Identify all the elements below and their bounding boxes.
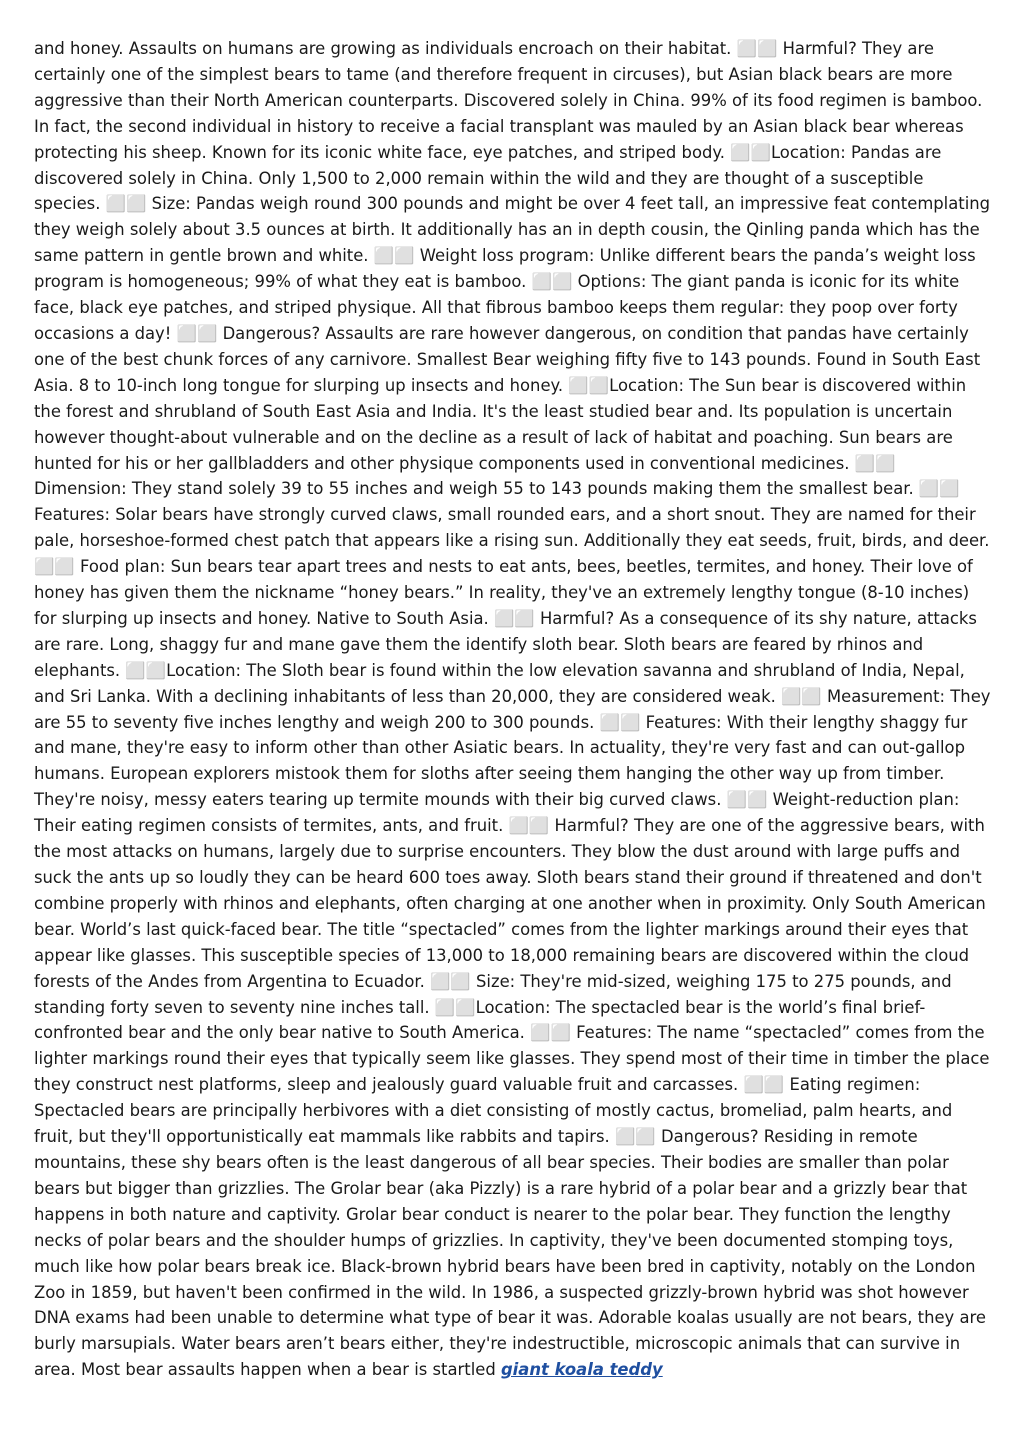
giant-koala-teddy-link[interactable]: giant koala teddy	[500, 1360, 663, 1380]
body-text: and honey. Assaults on humans are growing as individuals encroach on their habitat. ⬜⬜ Harmful? They are certainly one of the simplest bears to tame (and therefore frequent in circuses), but Asian black bears are more aggressive than their North American counterparts. Discovered solely in China. 99% of its food regimen is bamboo. In fact, the second individual in history to receive a facial transplant was mauled by an Asian black bear whereas protecting his sheep. Known for its iconic white face, eye patches, and striped body. ⬜⬜Location: Pandas are discovered solely in China. Only 1,500 to 2,000 remain within the wild and they are thought of a susceptible species. ⬜⬜ Size: Pandas weigh round 300 pounds and might be over 4 feet tall, an impressive feat contemplating they weigh solely about 3.5 ounces at birth. It additionally has an in depth cousin, the Qinling panda which has the same pattern in gentle brown and white. ⬜⬜ Weight loss program: Unlike different bears the panda’s weight loss program is homogeneous; 99% of what they eat is bamboo. ⬜⬜ Options: The giant panda is iconic for its white face, black eye patches, and striped physique. All that fibrous bamboo keeps them regular: they poop over forty occasions a day! ⬜⬜ Dangerous? Assaults are rare however dangerous, on condition that pandas have certainly one of the best chunk forces of any carnivore. Smallest Bear weighing fifty five to 143 pounds. Found in South East Asia. 8 to 10-inch long tongue for slurping up insects and honey. ⬜⬜Location: The Sun bear is discovered within the forest and shrubland of South East Asia and India. It's the least studied bear and. Its population is uncertain however thought-about vulnerable and on the decline as a result of lack of habitat and poaching. Sun bears are hunted for his or her gallbladders and other physique components used in conventional medicines. ⬜⬜ Dimension: They stand solely 39 to 55 inches and weigh 55 to 143 pounds making them the smallest bear. ⬜⬜ Features: Solar bears have strongly curved claws, small rounded ears, and a short snout. They are named for their pale, horseshoe-formed chest patch that appears like a rising sun. Additionally they eat seeds, fruit, birds, and deer. ⬜⬜ Food plan: Sun bears tear apart trees and nests to eat ants, bees, beetles, termites, and honey. Their love of honey has given them the nickname “honey bears.” In reality, they've an extremely lengthy tongue (8-10 inches) for slurping up insects and honey. Native to South Asia. ⬜⬜ Harmful? As a consequence of its shy nature, attacks are rare. Long, shaggy fur and mane gave them the identify sloth bear. Sloth bears are feared by rhinos and elephants. ⬜⬜Location: The Sloth bear is found within the low elevation savanna and shrubland of India, Nepal, and Sri Lanka. With a declining inhabitants of less than 20,000, they are considered weak. ⬜⬜ Measurement: They are 55 to seventy five inches lengthy and weigh 200 to 300 pounds. ⬜⬜ Features: With their lengthy shaggy fur and mane, they're easy to inform other than other Asiatic bears. In actuality, they're very fast and can out-gallop humans. European explorers mistook them for sloths after seeing them hanging the other way up from timber. They're noisy, messy eaters tearing up termite mounds with their big curved claws. ⬜⬜ Weight-reduction plan: Their eating regimen consists of termites, ants, and fruit. ⬜⬜ Harmful? They are one of the aggressive bears, with the most attacks on humans, largely due to surprise encounters. They blow the dust around with large puffs and suck the ants up so loudly they can be heard 600 toes away. Sloth bears stand their ground if threatened and don't combine properly with rhinos and elephants, often charging at one another when in proximity. Only South American bear. World’s last quick-faced bear. The title “spectacled” comes from the lighter markings around their eyes that appear like glasses. This susceptible species of 13,000 to 18,000 remaining bears are discovered within the cloud forests of the Andes from Argentina to Ecuador. ⬜⬜ Size: They're mid-sized, weighing 175 to 275 pounds, and standing forty seven to seventy nine inches tall. ⬜⬜Location: The spectacled bear is the world’s final brief-confronted bear and the only bear native to South America. ⬜⬜ Features: The name “spectacled” comes from the lighter markings round their eyes that typically seem like glasses. They spend most of their time in timber the place they construct nest platforms, sleep and jealously guard valuable fruit and carcasses. ⬜⬜ Eating regimen: Spectacled bears are principally herbivores with a diet consisting of mostly cactus, bromeliad, palm hearts, and fruit, but they'll opportunistically eat mammals like rabbits and tapirs. ⬜⬜ Dangerous? Residing in remote mountains, these shy bears often is the least dangerous of all bear species. Their bodies are smaller than polar bears but bigger than grizzlies. The Grolar bear (aka Pizzly) is a rare hybrid of a polar bear and a grizzly bear that happens in both nature and captivity. Grolar bear conduct is nearer to the polar bear. They function the lengthy necks of polar bears and the shoulder humps of grizzlies. In captivity, they've been documented stomping toys, much like how polar bears break ice. Black-brown hybrid bears have been bred in captivity, notably on the London Zoo in 1859, but haven't been confirmed in the wild. In 1986, a suspected grizzly-brown hybrid was shot however DNA exams had been unable to determine what type of bear it was. Adorable koalas usually are not bears, they are burly marsupials. Water bears aren’t bears either, they're indestructible, microscopic animals that can survive in area. Most bear assaults happen when a bear is startled	[34, 39, 991, 1380]
document-page	[34, 36, 992, 1383]
body-paragraph	[34, 36, 992, 1383]
